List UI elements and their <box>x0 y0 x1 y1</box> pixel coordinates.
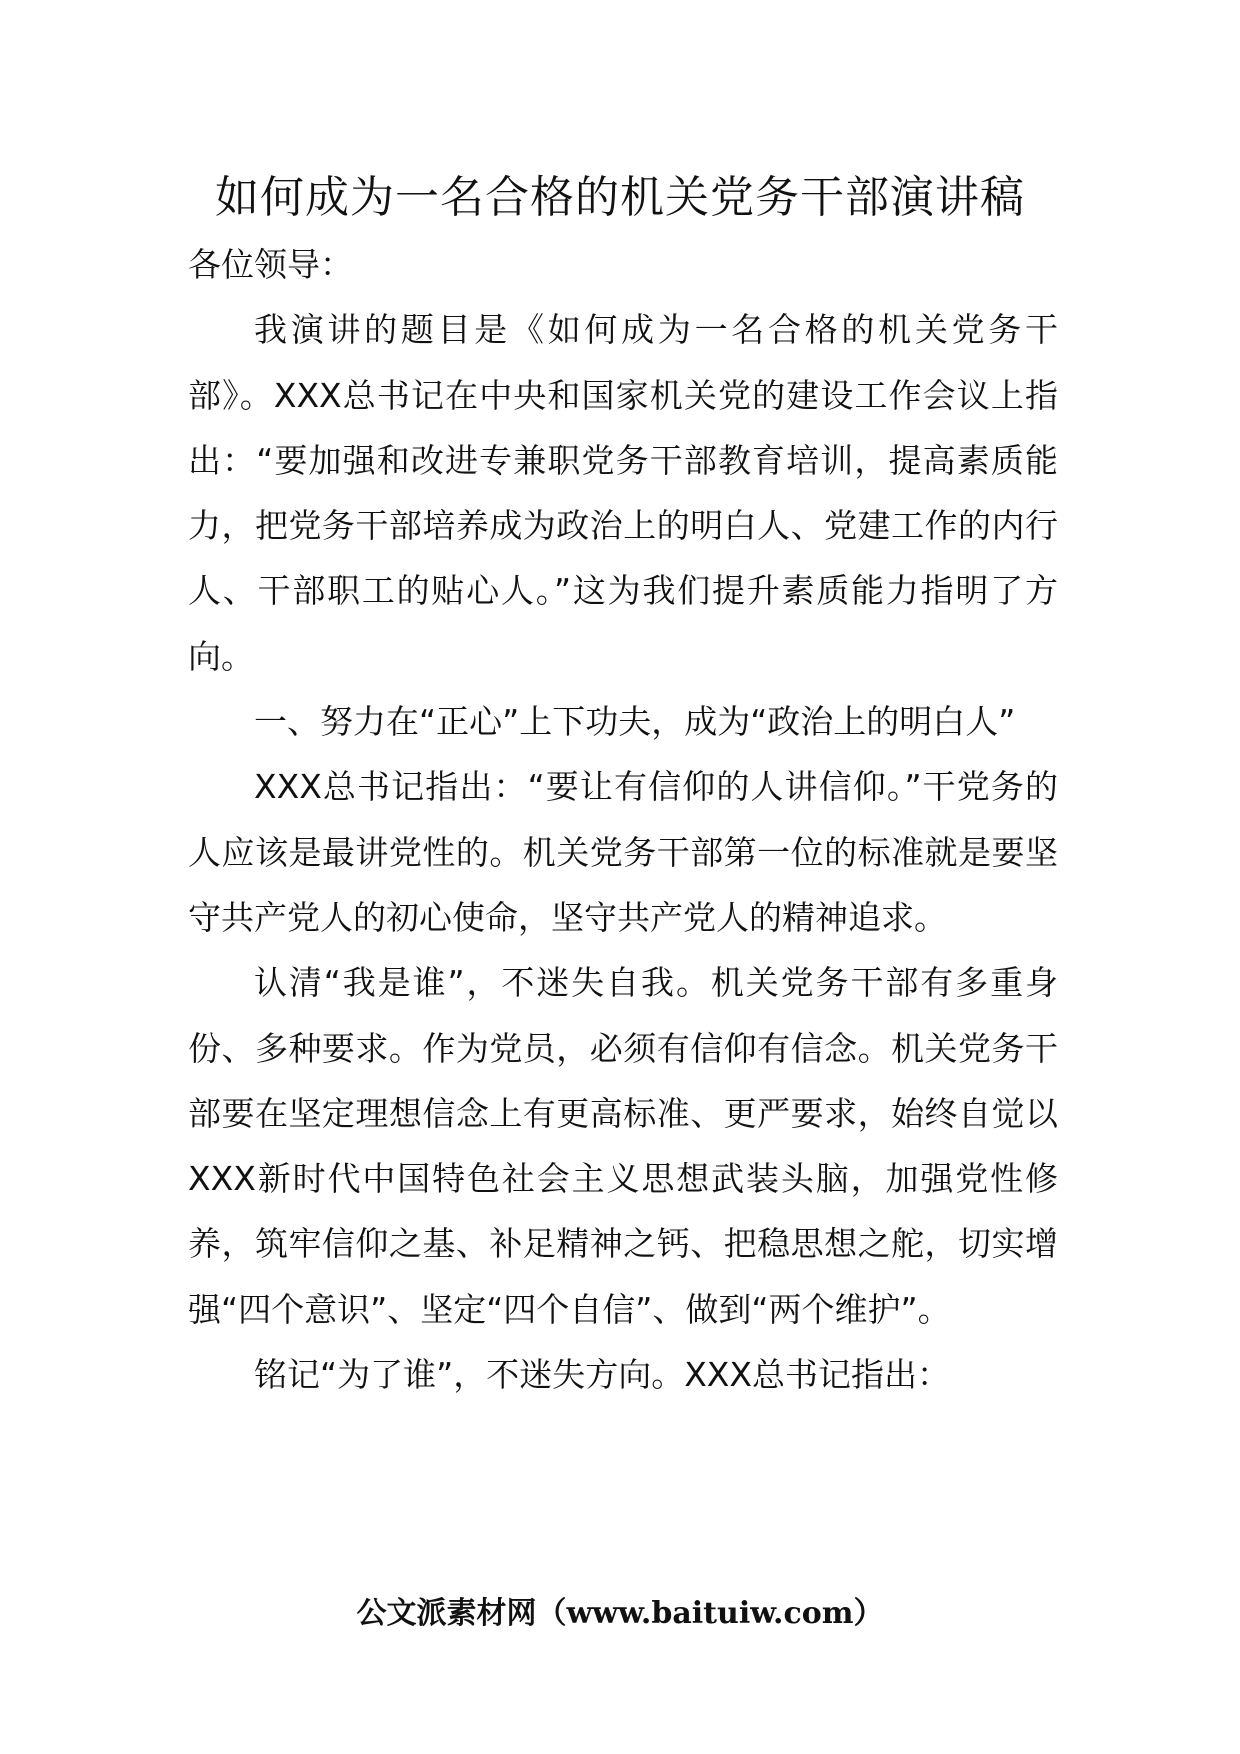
footer-watermark: 公文派素材网（www.baituiw.com） <box>356 1596 884 1631</box>
paragraph-intro: 我演讲的题目是《如何成为一名合格的机关党务干部》。XXX总书记在中央和国家机关党的建设工作会议上指出：“要加强和改进专兼职党务干部教育培训，提高素质能力，把党务干部培养成为政治上的明白人、党建工作的内行人、干部职工的贴心人。”这为我们提升素质能力指明了方向。 <box>188 310 1058 676</box>
document-title: 如何成为一名合格的机关党务干部演讲稿 <box>215 172 1025 223</box>
document-body <box>188 232 1058 1407</box>
salutation: 各位领导： <box>188 245 353 284</box>
section-heading-1: 一、努力在“正心”上下功夫，成为“政治上的明白人” <box>254 702 1016 742</box>
paragraph-for-whom: 铭记“为了谁”，不迷失方向。XXX总书记指出： <box>254 1355 951 1395</box>
paragraph-who-am-i: 认清“我是谁”，不迷失自我。机关党务干部有多重身份、多种要求。作为党员，必须有信仰有信念。机关党务干部要在坚定理想信念上有更高标准、更严要求，始终自觉以XXX新时代中国特色社会主义思想武装头脑，加强党性修养，筑牢信仰之基、补足精神之钙、把稳思想之舵，切实增强“四个意识”、坚定“四个自信”、做到“两个维护”。 <box>188 963 1058 1329</box>
paragraph-faith: XXX总书记指出：“要让有信仰的人讲信仰。”干党务的人应该是最讲党性的。机关党务干部第一位的标准就是要坚守共产党人的初心使命，坚守共产党人的精神追求。 <box>188 767 1058 937</box>
